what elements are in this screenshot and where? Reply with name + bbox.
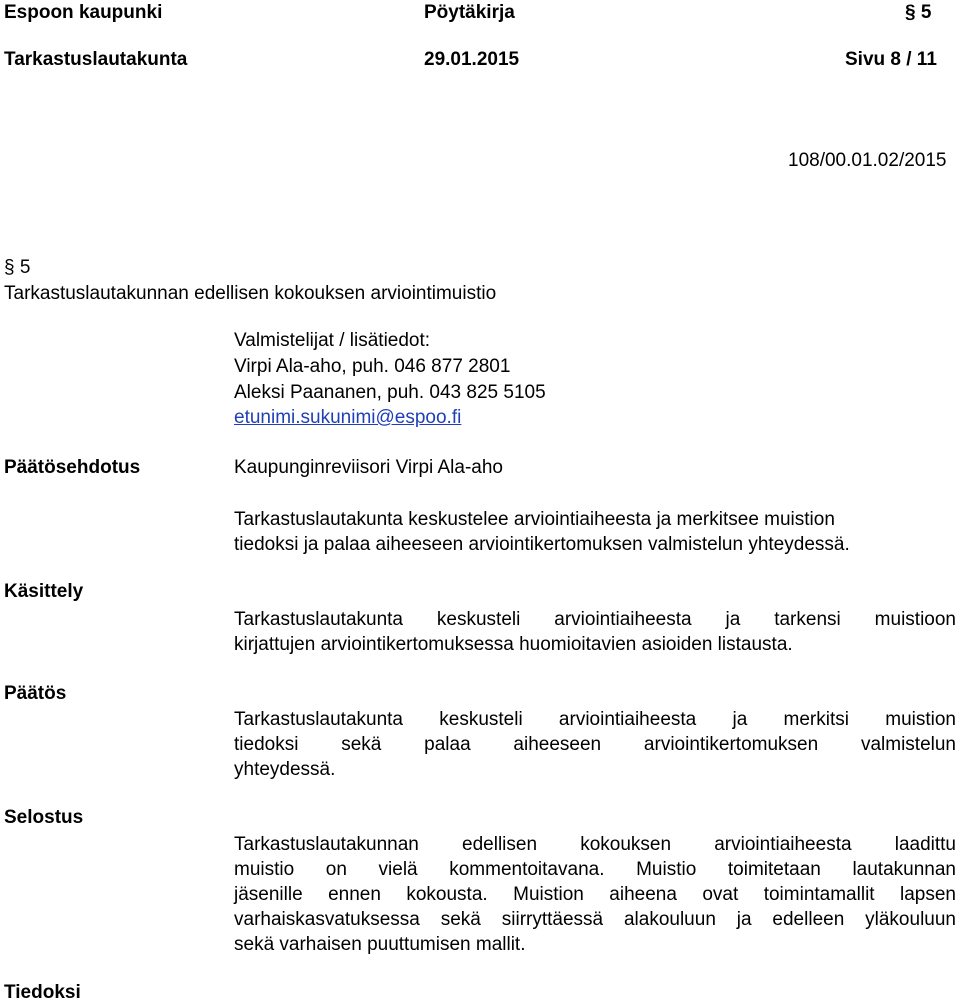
explanation-line-3: jäsenille ennen kokousta. Muistion aiheena ovat toimintamallit lapsen: [234, 884, 956, 905]
proposer-name: Kaupunginreviisori Virpi Ala-aho: [234, 457, 503, 478]
item-number: § 5: [4, 257, 31, 278]
info-label: Tiedoksi: [4, 982, 81, 1003]
section-mark: § 5: [905, 2, 932, 23]
decision-paragraph: [234, 707, 956, 782]
meeting-date: 29.01.2015: [424, 49, 520, 70]
decision-line-2: tiedoksi sekä palaa aiheeseen arviointikertomuksen valmistelun: [234, 734, 956, 755]
contact-person-1: Virpi Ala-aho, puh. 046 877 2801: [234, 356, 511, 377]
item-title: Tarkastuslautakunnan edellisen kokouksen arviointimuistio: [4, 283, 497, 304]
committee-name: Tarkastuslautakunta: [4, 49, 188, 70]
proposal-label: Päätösehdotus: [4, 457, 141, 478]
proposal-line-1: Tarkastuslautakunta keskustelee arviointiaiheesta ja merkitsee muistion: [234, 509, 835, 530]
decision-label: Päätös: [4, 683, 67, 704]
handling-line-1: Tarkastuslautakunta keskusteli arviointiaiheesta ja tarkensi muistioon: [234, 609, 956, 630]
handling-line-2: kirjattujen arviointikertomuksessa huomioitavien asioiden listausta.: [234, 634, 793, 655]
decision-line-3: yhteydessä.: [234, 759, 336, 780]
proposal-line-2: tiedoksi ja palaa aiheeseen arviointikertomuksen valmistelun yhteydessä.: [234, 534, 850, 555]
proposal-paragraph: [234, 507, 956, 557]
explanation-line-5: sekä varhaisen puuttumisen mallit.: [234, 934, 526, 955]
contact-email-link[interactable]: etunimi.sukunimi@espoo.fi: [234, 407, 462, 428]
page-number: Sivu 8 / 11: [845, 49, 937, 70]
contacts-heading: Valmistelijat / lisätiedot:: [234, 330, 431, 351]
organization-name: Espoon kaupunki: [4, 2, 163, 23]
decision-line-1: Tarkastuslautakunta keskusteli arviointiaiheesta ja merkitsi muistion: [234, 709, 956, 730]
explanation-line-4: varhaiskasvatuksessa sekä siirryttäessä alakouluun ja edelleen yläkouluun: [234, 909, 956, 930]
handling-label: Käsittely: [4, 581, 84, 602]
explanation-line-1: Tarkastuslautakunnan edellisen kokouksen arviointiaiheesta laadittu: [234, 834, 956, 855]
explanation-label: Selostus: [4, 807, 84, 828]
explanation-line-2: muistio on vielä kommentoitavana. Muistio toimitetaan lautakunnan: [234, 859, 956, 880]
document-type: Pöytäkirja: [424, 2, 515, 23]
explanation-paragraph: [234, 832, 956, 957]
handling-paragraph: [234, 607, 956, 657]
record-id: 108/00.01.02/2015: [788, 150, 947, 171]
contact-person-2: Aleksi Paananen, puh. 043 825 5105: [234, 382, 546, 403]
